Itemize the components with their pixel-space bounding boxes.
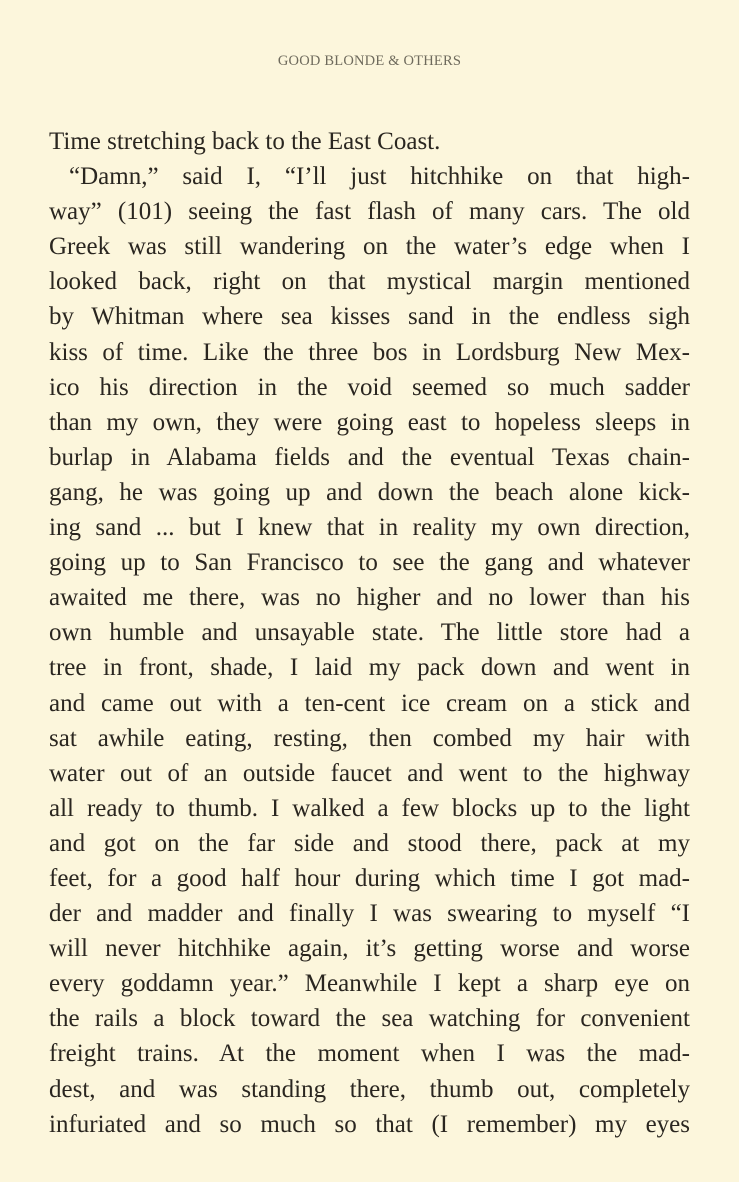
text-line: tree in front, shade, I laid my pack down and went in xyxy=(49,654,690,682)
text-line: der and madder and finally I was swearing to myself “I xyxy=(49,900,690,928)
text-line: burlap in Alabama fields and the eventual Texas chain- xyxy=(49,443,690,471)
running-head: GOOD BLONDE & OTHERS xyxy=(277,53,462,69)
text-line: dest, and was standing there, thumb out, completely xyxy=(49,1075,690,1103)
text-line: the rails a block toward the sea watching for convenient xyxy=(49,1005,690,1033)
text-line: going up to San Francisco to see the gang and whatever xyxy=(49,549,690,577)
text-line: by Whitman where sea kisses sand in the endless sigh xyxy=(49,303,690,331)
text-line: every goddamn year.” Meanwhile I kept a sharp eye on xyxy=(49,970,690,998)
text-line: looked back, right on that mystical margin mentioned xyxy=(49,268,690,296)
text-line: way” (101) seeing the fast flash of many cars. The old xyxy=(49,198,690,226)
text-line: sat awhile eating, resting, then combed my hair with xyxy=(49,724,690,752)
text-line: ico his direction in the void seemed so much sadder xyxy=(49,373,690,401)
text-line: infuriated and so much so that (I remember) my eyes xyxy=(49,1110,690,1138)
text-line: freight trains. At the moment when I was the mad- xyxy=(49,1040,690,1068)
text-line: all ready to thumb. I walked a few blocks up to the light xyxy=(49,794,690,822)
text-line: Greek was still wandering on the water’s edge when I xyxy=(49,233,690,261)
text-line: and got on the far side and stood there, pack at my xyxy=(49,829,690,857)
text-line: kiss of time. Like the three bos in Lordsburg New Mex- xyxy=(49,338,690,366)
text-line: “Damn,” said I, “I’ll just hitchhike on that high- xyxy=(69,163,690,191)
text-line: Time stretching back to the East Coast. xyxy=(49,128,441,155)
text-line: and came out with a ten-cent ice cream on a stick and xyxy=(49,689,690,717)
text-line: will never hitchhike again, it’s getting worse and worse xyxy=(49,935,690,963)
text-line: than my own, they were going east to hopeless sleeps in xyxy=(49,408,690,436)
text-line: own humble and unsayable state. The little store had a xyxy=(49,619,690,647)
text-line: gang, he was going up and down the beach alone kick- xyxy=(49,478,690,506)
text-line: water out of an outside faucet and went to the highway xyxy=(49,759,690,787)
text-line: ing sand ... but I knew that in reality my own direction, xyxy=(49,514,690,542)
body-text xyxy=(49,124,690,1142)
text-line: feet, for a good half hour during which time I got mad- xyxy=(49,864,690,892)
text-line: awaited me there, was no higher and no lower than his xyxy=(49,584,690,612)
